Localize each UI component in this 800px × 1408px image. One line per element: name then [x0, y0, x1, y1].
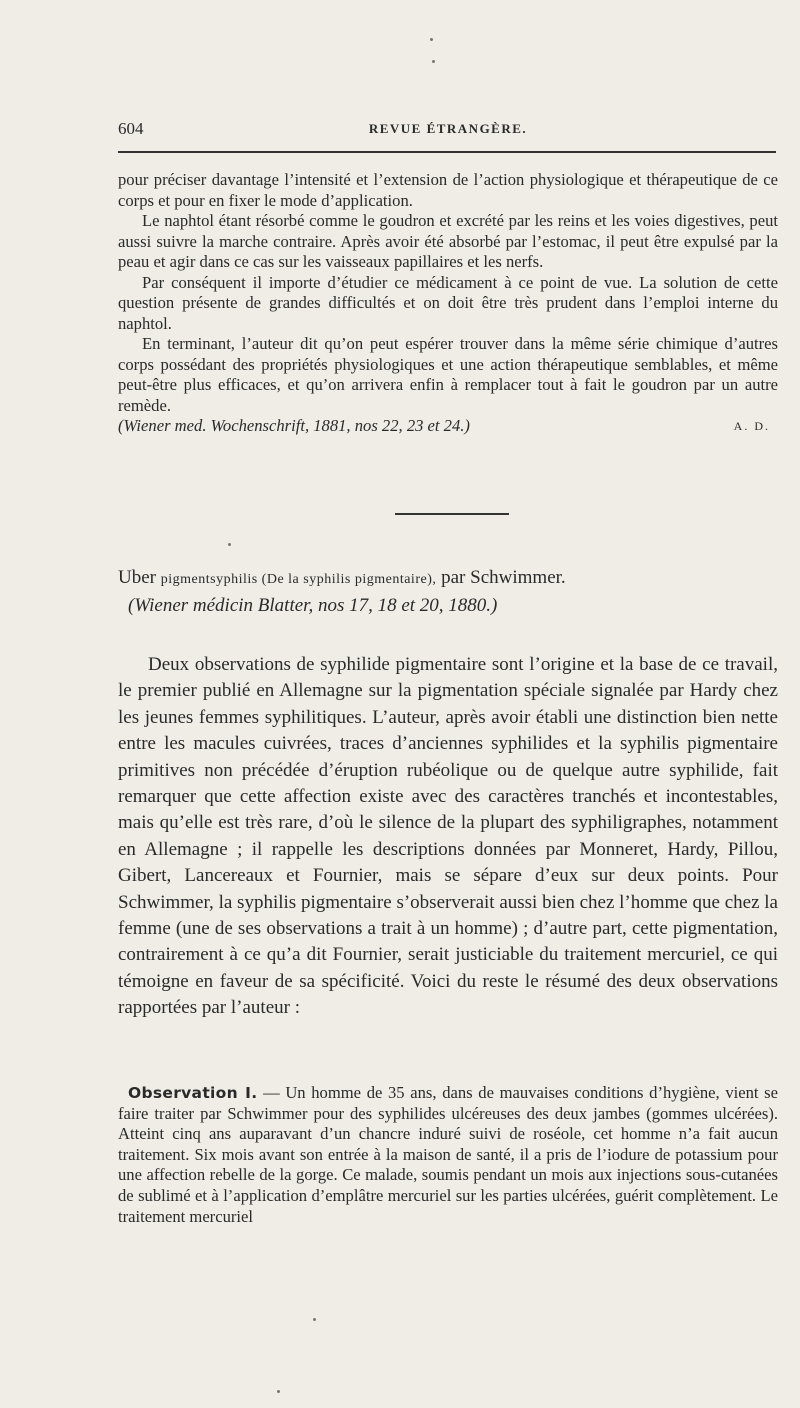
- citation-line: [118, 416, 778, 437]
- observation-section: [118, 1083, 778, 1227]
- previous-article-ending: [118, 170, 778, 437]
- article-source: [128, 593, 778, 619]
- paragraph: pour préciser davantage l’intensité et l’extension de l’action physiologique et thérapeutique de ce corps et pour en fixer le mode d’application.: [118, 170, 778, 210]
- page-number: 604: [118, 119, 144, 138]
- citation: (Wiener med. Wochenschrift, 1881, nos 22, 23 et 24.): [118, 416, 470, 435]
- observation-heading: Observation I.: [128, 1084, 258, 1102]
- title-author: Schwimmer.: [470, 567, 566, 588]
- print-speck: [277, 1390, 280, 1393]
- title-text: pigmentsyphilis (De la syphilis pigmentaire),: [160, 572, 437, 587]
- print-speck: [430, 38, 433, 41]
- title-line: [118, 565, 778, 593]
- title-first-word: Uber: [118, 567, 156, 588]
- section-divider: [395, 513, 509, 515]
- body-paragraph: Deux observations de syphilide pigmentaire sont l’origine et la base de ce travail, le premier publié en Allemagne sur la pigmentation spéciale signalée par Hardy chez les jeunes femmes syphilitiques. L’auteur, après avoir établi une distinction bien nette entre les macules cuivrées, traces d’anciennes syphilides et la syphilis pigmentaire primitives non précédée d’éruption rubéolique ou de quelque autre syphilide, fait remarquer que cette affection existe avec des caractères tranchés et incontestables, mais qu’elle est très rare, d’où le silence de la plupart des syphiligraphes, notamment en Allemagne ; il rappelle les descriptions données par Monneret, Hardy, Pillou, Gibert, Lancereaux et Fournier, mais se sépare d’eux sur deux points. Pour Schwimmer, la syphilis pigmentaire s’observerait aussi bien chez l’homme que chez la femme (une de ses observations a trait à un homme) ; d’autre part, cette pigmentation, contrairement à ce qu’a dit Fournier, serait justiciable du traitement mercuriel, ce qui témoigne en faveur de sa spécificité. Voici du reste le résumé des deux observations rapportées par l’auteur :: [118, 654, 778, 1019]
- print-speck: [228, 543, 231, 546]
- source-text: (Wiener médicin Blatter, nos 17, 18 et 20, 1880.): [128, 595, 498, 616]
- paragraph: Par conséquent il importe d’étudier ce médicament à ce point de vue. La solution de cette question présente de grandes difficultés et on doit être très prudent dans l’emploi interne du naphtol.: [118, 272, 778, 333]
- article-title: [118, 565, 778, 619]
- print-speck: [432, 60, 435, 63]
- observation-text: — Un homme de 35 ans, dans de mauvaises conditions d’hygiène, vient se faire traiter par Schwimmer pour des syphilides ulcéreuses des deux jambes (gommes ulcérées). Atteint cinq ans auparavant d’un chancre induré suivi de roséole, cet homme n’a fait aucun traitement. Six mois avant son entrée à la maison de santé, il a pris de l’iodure de potassium pour une affection rebelle de la gorge. Ce malade, soumis pendant un mois aux injections sous-cutanées de sublimé et à l’application d’emplâtre mercuriel sur les parties ulcérées, guérit complètement. Le traitement mercuriel: [118, 1083, 779, 1226]
- page-header: [118, 119, 778, 141]
- title-par: par: [441, 567, 466, 588]
- article-body: [118, 652, 778, 1022]
- running-title: REVUE ÉTRANGÈRE.: [368, 121, 528, 136]
- paragraph: Le naphtol étant résorbé comme le goudron et excrété par les reins et les voies digestives, peut aussi suivre la marche contraire. Après avoir été absorbé par l’estomac, il peut être expulsé par la peau et agir dans ce cas sur les vaisseaux papillaires et les nerfs.: [118, 211, 778, 271]
- print-speck: [313, 1318, 316, 1321]
- header-rule: [118, 151, 776, 153]
- author-initials: A. D.: [733, 419, 770, 433]
- observation-paragraph: [118, 1083, 778, 1227]
- paragraph: En terminant, l’auteur dit qu’on peut espérer trouver dans la même série chimique d’autres corps possédant des propriétés physiologiques et une action thérapeutique semblables, et même peut-être plus efficaces, et qu’on arrivera enfin à remplacer tout à fait le goudron par un autre remède.: [118, 334, 778, 415]
